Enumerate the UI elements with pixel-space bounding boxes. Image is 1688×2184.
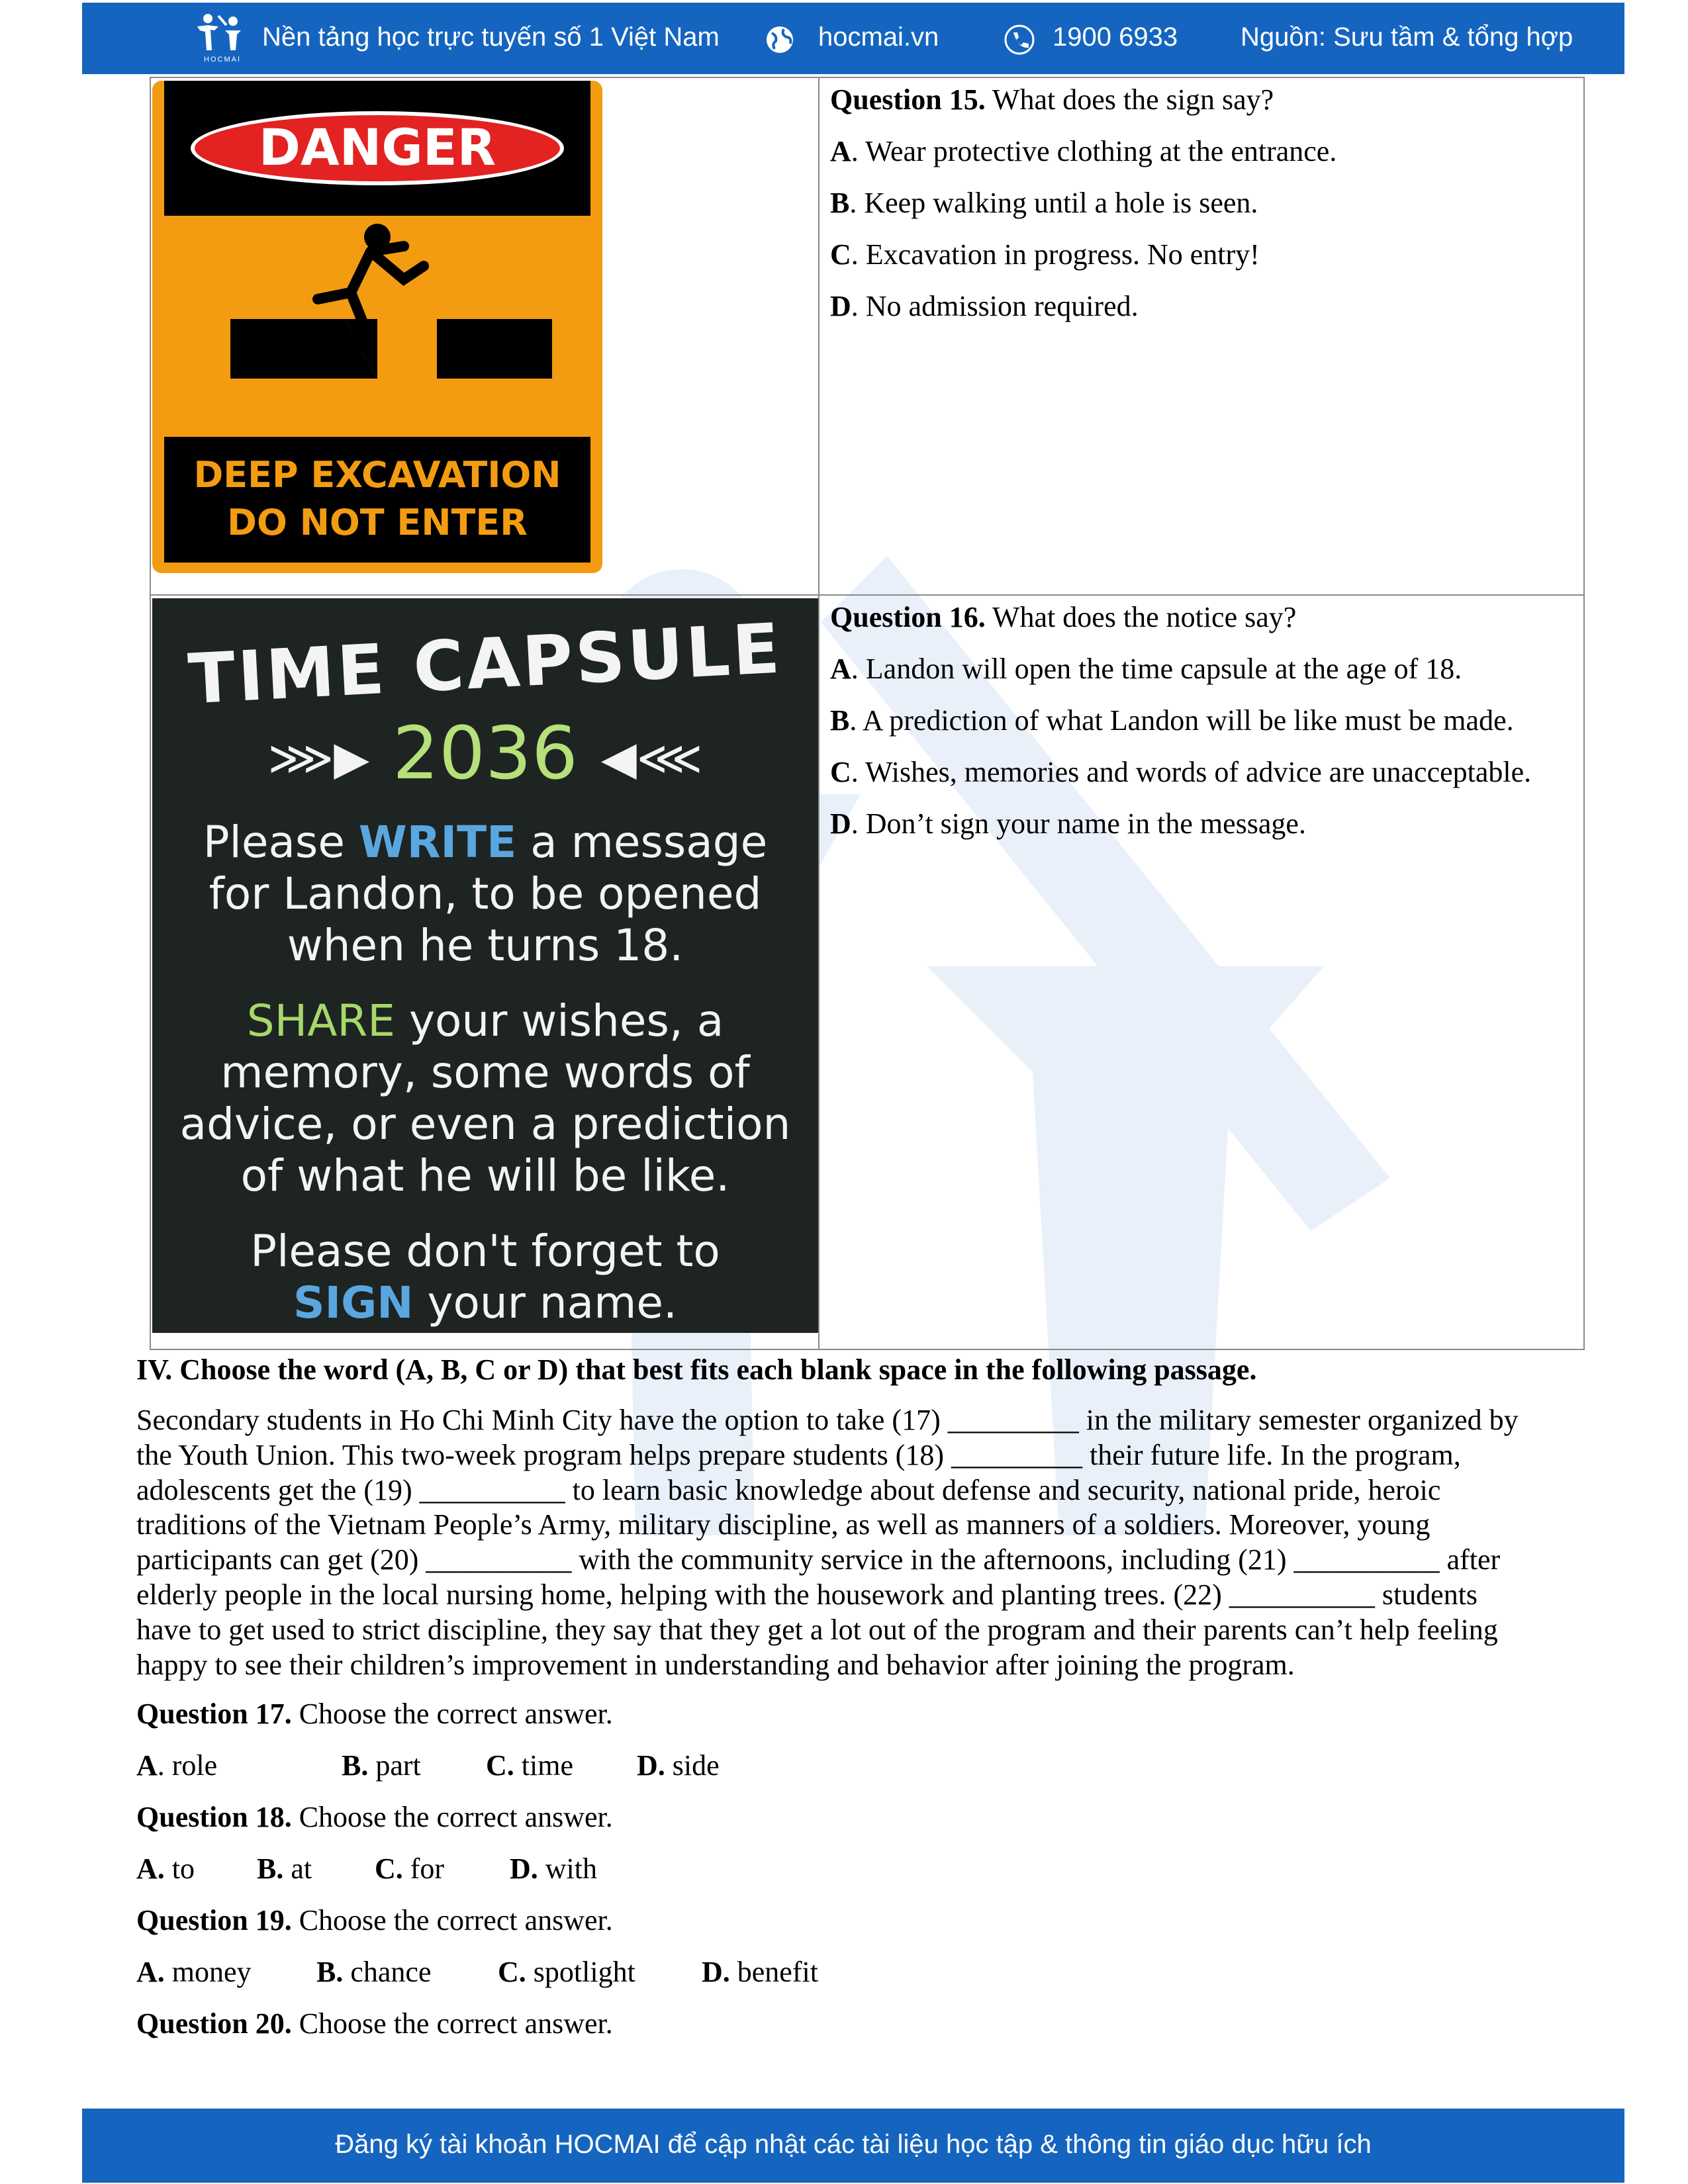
q17-prompt: Question 17. Choose the correct answer. bbox=[136, 1698, 613, 1730]
header-phone: 1900 6933 bbox=[1053, 23, 1178, 52]
passage bbox=[136, 1403, 1586, 1682]
q15-prompt: What does the sign say? bbox=[985, 83, 1274, 116]
q15-option-a[interactable]: A. Wear protective clothing at the entrance. bbox=[830, 135, 1337, 167]
passage-line: the Youth Union. This two-week program helps prepare students (18) _________ their future life. In the program, bbox=[136, 1438, 1461, 1471]
q18-option-a[interactable]: A. to bbox=[136, 1852, 195, 1885]
passage-line: happy to see their children’s improvement in understanding and behavior after joining the program. bbox=[136, 1648, 1295, 1681]
q17-option-a[interactable]: A. role bbox=[136, 1749, 218, 1782]
q16-option-d[interactable]: D. Don’t sign your name in the message. bbox=[830, 807, 1306, 840]
q15-option-b[interactable]: B. Keep walking until a hole is seen. bbox=[830, 187, 1258, 219]
passage-line: have to get used to strict discipline, they say that they get a lot out of the program and their parents can’t help feeling bbox=[136, 1613, 1498, 1646]
passage-line: Secondary students in Ho Chi Minh City have the option to take (17) _________ in the military semester organized by bbox=[136, 1404, 1519, 1436]
header-bar bbox=[82, 3, 1624, 74]
passage-line: traditions of the Vietnam People’s Army, military discipline, as well as manners of a soldiers. Moreover, young bbox=[136, 1508, 1430, 1541]
q18-option-d[interactable]: D. with bbox=[510, 1852, 598, 1885]
q19-prompt: Question 19. Choose the correct answer. bbox=[136, 1904, 613, 1936]
q16-option-b[interactable]: B. A prediction of what Landon will be like must be made. bbox=[830, 704, 1514, 737]
q17-option-c[interactable]: C. time bbox=[486, 1749, 573, 1782]
falling-person-icon bbox=[152, 213, 602, 438]
hocmai-logo bbox=[195, 12, 250, 65]
q17-option-d[interactable]: D. side bbox=[637, 1749, 720, 1782]
capsule-year: ⋙▶ 2036 ◀⋘ bbox=[267, 711, 703, 796]
q15-block bbox=[820, 74, 1585, 332]
danger-label: DANGER bbox=[191, 111, 564, 185]
q19-option-d[interactable]: D. benefit bbox=[702, 1956, 818, 1988]
header-website[interactable]: hocmai.vn bbox=[818, 23, 939, 52]
logo-text: HOCMAI bbox=[204, 56, 241, 64]
q15-label: Question 15. bbox=[830, 83, 986, 116]
passage-line: elderly people in the local nursing home, helping with the housework and planting trees. (22) __________ students bbox=[136, 1578, 1478, 1611]
globe-icon bbox=[764, 24, 796, 56]
q18-option-c[interactable]: C. for bbox=[375, 1852, 445, 1885]
capsule-title: TIME CAPSULE bbox=[186, 608, 784, 720]
q17-option-b[interactable]: B. part bbox=[342, 1749, 421, 1782]
section-heading: IV. Choose the word (A, B, C or D) that best fits each blank space in the following passage. bbox=[136, 1353, 1257, 1386]
danger-bottom-text: DEEP EXCAVATION DO NOT ENTER bbox=[164, 437, 590, 563]
capsule-message: Please WRITE a message for Landon, to be opened when he turns 18. SHARE your wishes, a memory, some words of advice, or even a prediction of what he will be like. Please don't forget to SIGN your name. bbox=[179, 817, 791, 1328]
q19-option-c[interactable]: C. spotlight bbox=[498, 1956, 635, 1988]
q18-option-b[interactable]: B. at bbox=[257, 1852, 312, 1885]
q20-prompt: Question 20. Choose the correct answer. bbox=[136, 2007, 613, 2040]
q18-prompt: Question 18. Choose the correct answer. bbox=[136, 1801, 613, 1833]
arrow-right-icon: ⋙▶ bbox=[267, 731, 370, 786]
q19-option-b[interactable]: B. chance bbox=[316, 1956, 432, 1988]
q19-option-a[interactable]: A. money bbox=[136, 1956, 252, 1988]
q16-option-a[interactable]: A. Landon will open the time capsule at the age of 18. bbox=[830, 653, 1462, 685]
q16-label: Question 16. bbox=[830, 601, 986, 633]
arrow-left-icon: ◀⋘ bbox=[600, 731, 703, 786]
header-tagline: Nền tảng học trực tuyến số 1 Việt Nam bbox=[262, 23, 720, 52]
passage-line: adolescents get the (19) __________ to learn basic knowledge about defense and security, national pride, heroic bbox=[136, 1473, 1441, 1506]
footer-text[interactable]: Đăng ký tài khoản HOCMAI để cập nhật các tài liệu học tập & thông tin giáo dục hữu ích bbox=[335, 2130, 1372, 2159]
time-capsule-image bbox=[152, 598, 818, 1333]
danger-sign-image bbox=[152, 81, 602, 573]
q16-prompt: What does the notice say? bbox=[985, 601, 1297, 633]
q16-block bbox=[820, 592, 1585, 850]
q15-option-d[interactable]: D. No admission required. bbox=[830, 290, 1139, 322]
phone-icon bbox=[1004, 24, 1035, 56]
footer-bar bbox=[82, 2109, 1624, 2183]
header-source: Nguồn: Sưu tầm & tổng hợp bbox=[1241, 23, 1573, 52]
passage-line: participants can get (20) __________ with the community service in the afternoons, including (21) __________ after bbox=[136, 1543, 1501, 1576]
q15-option-c[interactable]: C. Excavation in progress. No entry! bbox=[830, 238, 1260, 271]
q16-option-c[interactable]: C. Wishes, memories and words of advice are unacceptable. bbox=[830, 756, 1532, 788]
